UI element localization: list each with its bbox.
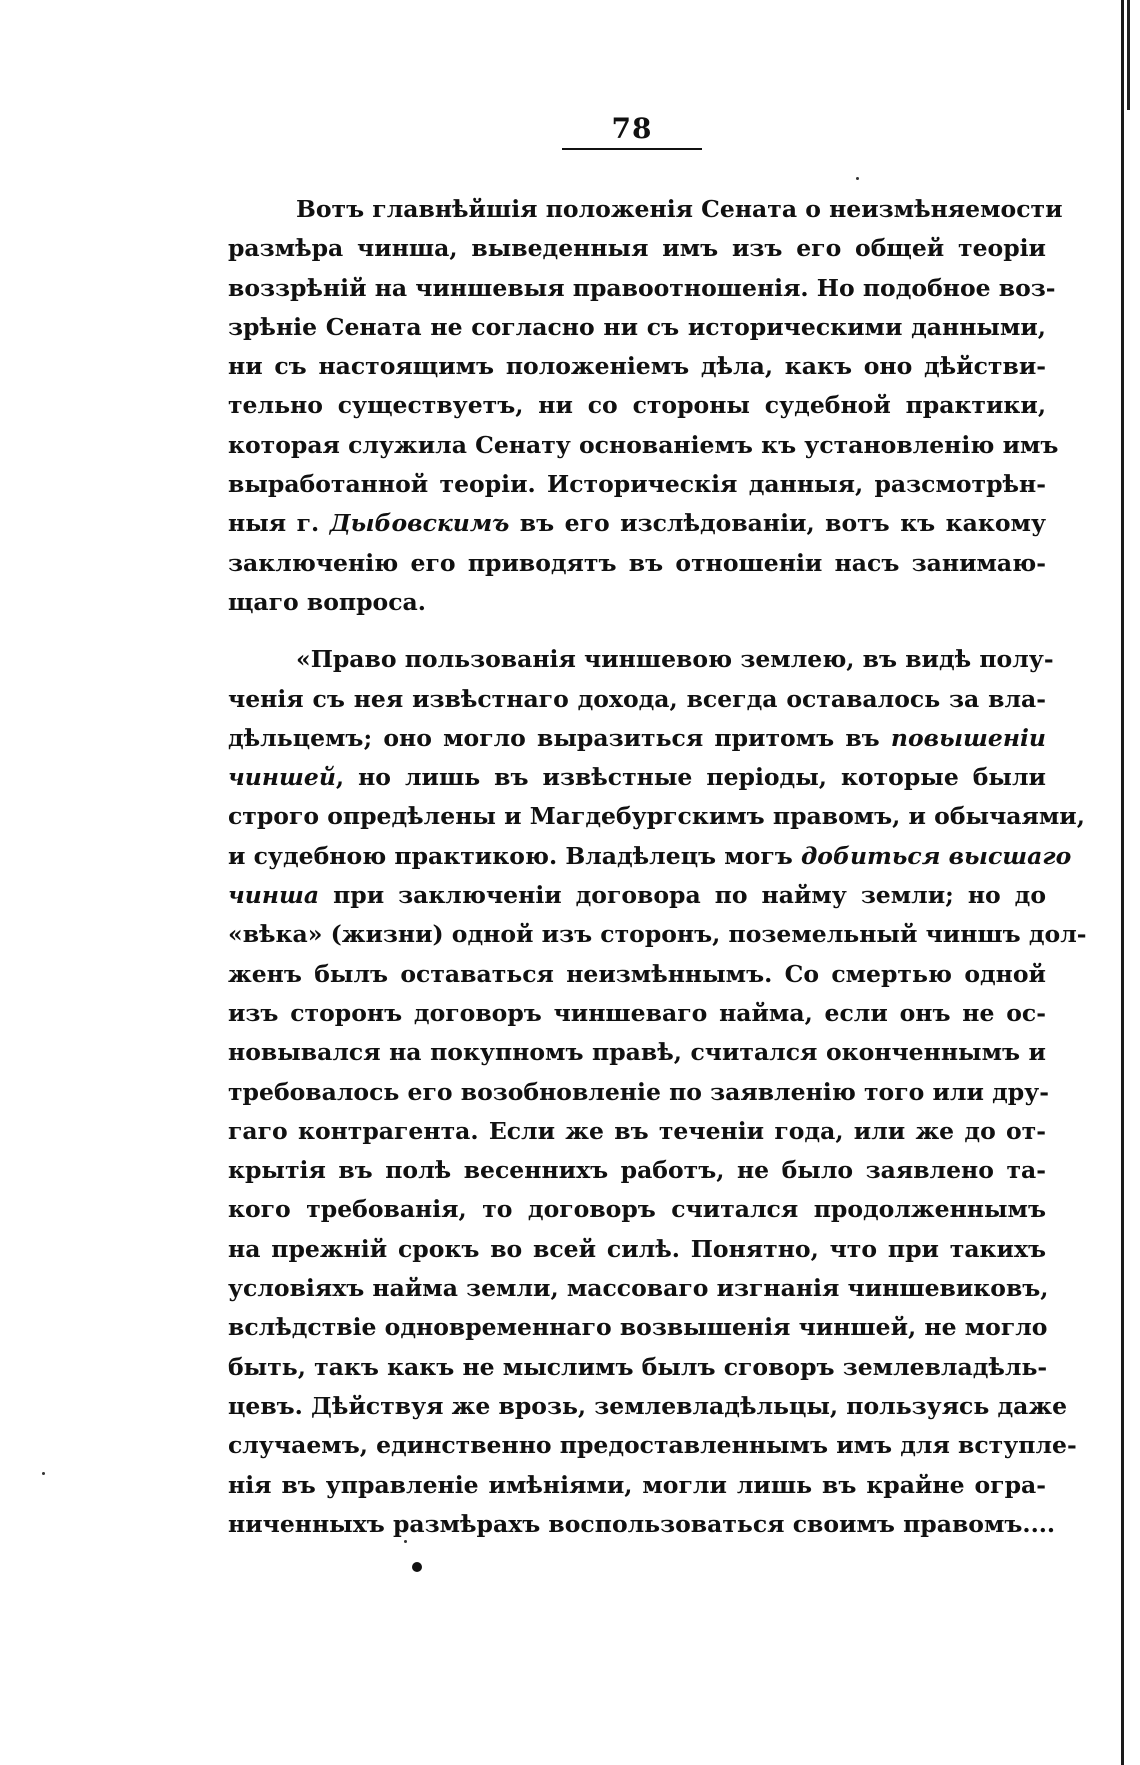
text-segment: гаго контрагента. Если же въ теченіи года, или же до от-: [228, 1116, 1046, 1145]
text-segment: строго опредѣлены и Магдебургскимъ правомъ, и обычаями,: [228, 802, 1085, 831]
text-line: [228, 1426, 1077, 1465]
text-segment: «Право пользованія чиншевою землею, въ видѣ полу-: [296, 645, 1054, 674]
text-segment: которая служила Сенату основаніемъ къ установленію имъ: [228, 430, 1059, 459]
text-segment: крытія въ полѣ весеннихъ работъ, не было заявлено та-: [228, 1156, 1046, 1185]
text-line: [228, 1073, 1049, 1112]
text-segment: тельно существуетъ, ни со стороны судебной практики,: [228, 391, 1046, 420]
page-number: 78: [611, 112, 653, 145]
page-number-rule: [562, 148, 702, 150]
page-header: [562, 112, 702, 150]
text-line: [228, 719, 1046, 758]
text-segment: при заключеніи договора по найму земли; но до: [319, 881, 1046, 910]
text-segment: на прежній срокъ во всей силѣ. Понятно, что при такихъ: [228, 1234, 1046, 1263]
text-line: [228, 640, 1054, 679]
text-line: [228, 915, 1087, 954]
paragraph: [228, 190, 1063, 622]
text-line: [228, 229, 1046, 268]
text-segment: выработанной теоріи. Историческія данныя, разсмотрѣн-: [228, 470, 1046, 499]
paragraph: [228, 640, 1087, 1544]
text-line: [228, 1348, 1046, 1387]
text-segment: ныя г.: [228, 509, 330, 538]
text-segment: случаемъ, единственно предоставленнымъ имъ для вступле-: [228, 1431, 1077, 1460]
text-segment: Вотъ главнѣйшія положенія Сената о неизмѣняемости: [296, 195, 1063, 223]
text-line: [228, 994, 1046, 1033]
text-line: [228, 797, 1085, 836]
text-line: [228, 1387, 1068, 1426]
text-line: [228, 544, 1046, 583]
text-segment: условіяхъ найма земли, массоваго изгнанія чиншевиковъ,: [228, 1274, 1049, 1303]
text-segment: ченія съ нея извѣстнаго дохода, всегда оставалось за вла-: [228, 684, 1046, 713]
text-line: [228, 1033, 1046, 1072]
emphasized-text: повышеніи: [890, 723, 1046, 752]
text-segment: «вѣка» (жизни) одной изъ сторонъ, поземельный чиншъ дол-: [228, 920, 1087, 949]
text-line: [228, 583, 1046, 622]
text-segment: цевъ. Дѣйствуя же врозь, землевладѣльцы, пользуясь даже: [228, 1391, 1068, 1420]
text-segment: воззрѣній на чиншевыя правоотношенія. Но подобное воз-: [228, 273, 1056, 302]
text-line: [228, 190, 1063, 229]
text-line: [228, 1269, 1049, 1308]
text-segment: изъ сторонъ договоръ чиншеваго найма, если онъ не ос-: [228, 998, 1046, 1027]
text-segment: зрѣніе Сената не согласно ни съ историческими данными,: [228, 312, 1046, 341]
paragraph-gap: [228, 622, 1046, 640]
text-line: [228, 1151, 1046, 1190]
text-segment: нія въ управленіе имѣніями, могли лишь въ крайне огра-: [228, 1470, 1046, 1499]
text-segment: ниченныхъ размѣрахъ воспользоваться своимъ правомъ....: [228, 1509, 1056, 1538]
text-line: [228, 308, 1046, 347]
text-segment: въ его изслѣдованіи, вотъ къ какому: [509, 509, 1046, 538]
text-segment: новывался на покупномъ правѣ, считался оконченнымъ и: [228, 1038, 1046, 1067]
text-segment: ни съ настоящимъ положеніемъ дѣла, какъ оно дѣйстви-: [228, 352, 1046, 381]
emphasized-text: добиться высшаго: [800, 841, 1072, 870]
text-line: [228, 504, 1046, 543]
text-segment: быть, такъ какъ не мыслимъ былъ сговоръ землевладѣль-: [228, 1352, 1048, 1381]
text-segment: дѣльцемъ; оно могло выразиться притомъ въ: [228, 723, 891, 752]
text-line: [228, 837, 1072, 876]
text-line: [228, 269, 1056, 308]
ink-speck: [42, 1472, 45, 1475]
page-edge-mark: [1127, 0, 1130, 110]
text-line: [228, 1190, 1046, 1229]
text-segment: кого требованія, то договоръ считался продолженнымъ: [228, 1195, 1046, 1224]
text-segment: женъ былъ оставаться неизмѣннымъ. Со смертью одной: [228, 959, 1046, 988]
text-segment: , но лишь въ извѣстные періоды, которые были: [335, 763, 1046, 792]
text-line: [228, 426, 1059, 465]
text-line: [228, 1308, 1046, 1347]
text-line: [228, 1466, 1046, 1505]
ink-speck: [404, 1540, 407, 1543]
text-line: [228, 1230, 1046, 1269]
text-segment: требовалось его возобновленіе по заявленію того или дру-: [228, 1077, 1049, 1106]
text-line: [228, 955, 1046, 994]
text-line: [228, 1505, 1056, 1544]
emphasized-text: чинша: [228, 881, 320, 910]
text-line: [228, 1112, 1046, 1151]
text-line: [228, 680, 1046, 719]
emphasized-text: чиншей: [228, 763, 336, 792]
text-line: [228, 758, 1046, 797]
body-text: [228, 190, 1087, 1544]
text-line: [228, 386, 1046, 425]
ink-dot: [412, 1562, 422, 1572]
text-segment: и судебною практикою. Владѣлецъ могъ: [228, 841, 801, 870]
text-segment: щаго вопроса.: [228, 587, 426, 616]
text-line: [228, 347, 1046, 386]
text-segment: вслѣдствіе одновременнаго возвышенія чиншей, не могло: [228, 1313, 1048, 1342]
text-line: [228, 465, 1046, 504]
text-segment: заключенію его приводятъ въ отношеніи насъ занимаю-: [228, 548, 1046, 577]
emphasized-text: Дыбовскимъ: [329, 509, 510, 538]
text-segment: размѣра чинша, выведенныя имъ изъ его общей теоріи: [228, 234, 1046, 263]
text-line: [228, 876, 1046, 915]
page-edge-border: [1121, 0, 1124, 1765]
ink-speck: [856, 177, 859, 180]
